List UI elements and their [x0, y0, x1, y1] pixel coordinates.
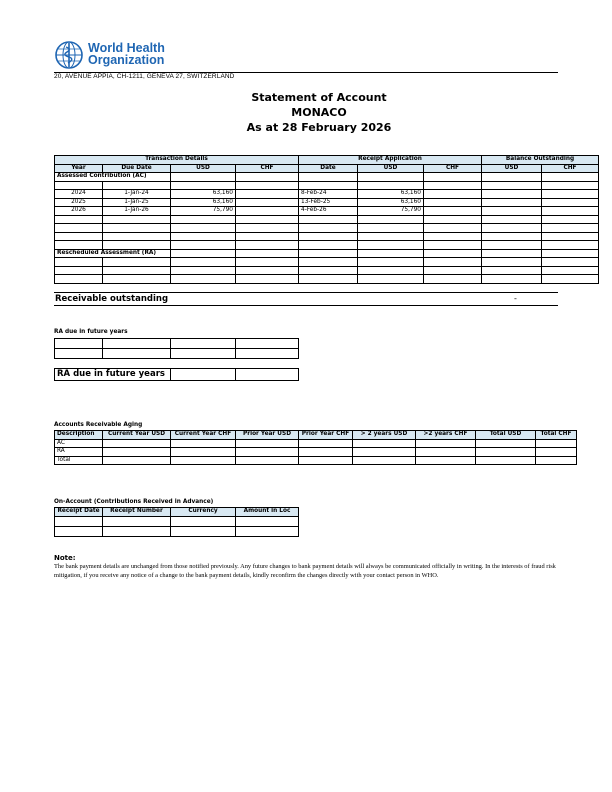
- aging-row-label: RA: [55, 448, 103, 457]
- table-row: [55, 190, 599, 199]
- group-header-transaction: Transaction Details: [55, 156, 299, 165]
- col-receipt-usd: USD: [358, 164, 424, 173]
- receivable-outstanding-bar: [54, 292, 558, 306]
- column-header-row: [55, 164, 599, 173]
- aging-col-current-chf: Current Year CHF: [171, 431, 236, 440]
- table-row: [55, 526, 299, 536]
- section-row-assessed: [55, 173, 599, 182]
- document-title: Statement of Account: [251, 91, 387, 104]
- row-chf: [236, 207, 299, 216]
- row-receipt-date: 4-Feb-26: [299, 207, 358, 216]
- logo-line-1: World Health: [88, 41, 165, 55]
- table-row: [55, 232, 599, 241]
- ra-future-total-table: [54, 368, 299, 381]
- group-header-balance: Balance Outstanding: [482, 156, 599, 165]
- row-receipt-usd: 75,790: [358, 207, 424, 216]
- logo-wordmark: [88, 42, 165, 66]
- table-row: [55, 198, 599, 207]
- section-label-rescheduled: Rescheduled Assessment (RA): [55, 249, 171, 258]
- on-account-header-row: [55, 508, 299, 517]
- row-receipt-date: 13-Feb-25: [299, 198, 358, 207]
- row-due-date: 1-Jan-24: [103, 190, 171, 199]
- ra-future-title: RA due in future years: [54, 329, 128, 335]
- col-usd: USD: [171, 164, 236, 173]
- row-receipt-date: 8-Feb-24: [299, 190, 358, 199]
- col-balance-usd: USD: [482, 164, 542, 173]
- aging-col-description: Description: [55, 431, 103, 440]
- row-usd: 63,160: [171, 190, 236, 199]
- aging-col-total-chf: Total CHF: [536, 431, 577, 440]
- aging-header-row: [55, 431, 577, 440]
- aging-col-prior-usd: Prior Year USD: [236, 431, 299, 440]
- col-due-date: Due Date: [103, 164, 171, 173]
- aging-col-2y-chf: >2 years CHF: [416, 431, 476, 440]
- table-row: [55, 448, 577, 457]
- on-account-col-currency: Currency: [171, 508, 236, 517]
- row-year: 2024: [55, 190, 103, 199]
- table-row: [55, 275, 599, 284]
- col-balance-chf: CHF: [542, 164, 599, 173]
- row-balance-chf: [542, 207, 599, 216]
- receivable-outstanding-label: Receivable outstanding: [55, 294, 169, 304]
- row-receipt-chf: [424, 207, 482, 216]
- on-account-col-receipt-number: Receipt Number: [103, 508, 171, 517]
- table-row: [55, 215, 599, 224]
- row-balance-chf: [542, 190, 599, 199]
- col-receipt-date: Date: [299, 164, 358, 173]
- group-header-receipt: Receipt Application: [299, 156, 482, 165]
- who-emblem-icon: [54, 40, 84, 70]
- table-row: [55, 207, 599, 216]
- row-chf: [236, 190, 299, 199]
- aging-col-total-usd: Total USD: [476, 431, 536, 440]
- table-row: [55, 439, 577, 448]
- who-logo: [54, 40, 204, 72]
- on-account-table: [54, 507, 299, 537]
- row-receipt-chf: [424, 190, 482, 199]
- aging-table: [54, 430, 577, 465]
- col-chf: CHF: [236, 164, 299, 173]
- row-balance-usd: [482, 198, 542, 207]
- aging-title: Accounts Receivable Aging: [54, 422, 143, 428]
- row-usd: 75,790: [171, 207, 236, 216]
- table-row: [55, 258, 599, 267]
- section-row-rescheduled: [55, 249, 599, 258]
- table-row: [55, 181, 599, 190]
- table-row: [55, 516, 299, 526]
- row-usd: 63,160: [171, 198, 236, 207]
- aging-col-current-usd: Current Year USD: [103, 431, 171, 440]
- row-year: 2025: [55, 198, 103, 207]
- ra-future-total-row: [55, 369, 299, 381]
- aging-col-prior-chf: Prior Year CHF: [299, 431, 353, 440]
- aging-row-label: AC: [55, 439, 103, 448]
- row-receipt-chf: [424, 198, 482, 207]
- logo-line-2: Organization: [88, 53, 165, 67]
- row-receipt-usd: 63,160: [358, 198, 424, 207]
- on-account-title: On-Account (Contributions Received in Advance): [54, 499, 214, 505]
- section-label-assessed: Assessed Contribution (AC): [55, 173, 171, 182]
- ra-future-table: [54, 338, 299, 359]
- address: 20, AVENUE APPIA, CH-1211, GENEVA 27, SWITZERLAND: [54, 73, 235, 80]
- table-row: [55, 339, 299, 349]
- row-balance-usd: [482, 190, 542, 199]
- row-due-date: 1-Jan-25: [103, 198, 171, 207]
- table-row: [55, 224, 599, 233]
- note-text: The bank payment details are unchanged from those notified previously. Any future changes to bank payment details will always be communicated officially in writing. In the interests of fraud risk mitigation, if you receive any notice of a change to the bank payment details, kindly reconfirm the changes directly with your contact person in WHO.: [54, 563, 556, 579]
- statement-table: [54, 155, 599, 284]
- country-name: MONACO: [291, 106, 347, 119]
- row-due-date: 1-Jan-26: [103, 207, 171, 216]
- table-row: [55, 266, 599, 275]
- row-receipt-usd: 63,160: [358, 190, 424, 199]
- ra-future-total-label: RA due in future years: [55, 369, 171, 381]
- col-year: Year: [55, 164, 103, 173]
- table-row: [55, 456, 577, 465]
- note-title: Note:: [54, 554, 76, 562]
- receivable-outstanding-value: -: [514, 294, 517, 303]
- col-receipt-chf: CHF: [424, 164, 482, 173]
- row-chf: [236, 198, 299, 207]
- statement-date: As at 28 February 2026: [246, 121, 392, 134]
- group-header-row: [55, 156, 599, 165]
- table-row: [55, 349, 299, 359]
- table-row: [55, 241, 599, 250]
- row-balance-usd: [482, 207, 542, 216]
- row-year: 2026: [55, 207, 103, 216]
- row-balance-chf: [542, 198, 599, 207]
- aging-col-2y-usd: > 2 years USD: [353, 431, 416, 440]
- on-account-col-receipt-date: Receipt Date: [55, 508, 103, 517]
- on-account-col-amount: Amount in Loc: [236, 508, 299, 517]
- aging-row-label: Total: [55, 456, 103, 465]
